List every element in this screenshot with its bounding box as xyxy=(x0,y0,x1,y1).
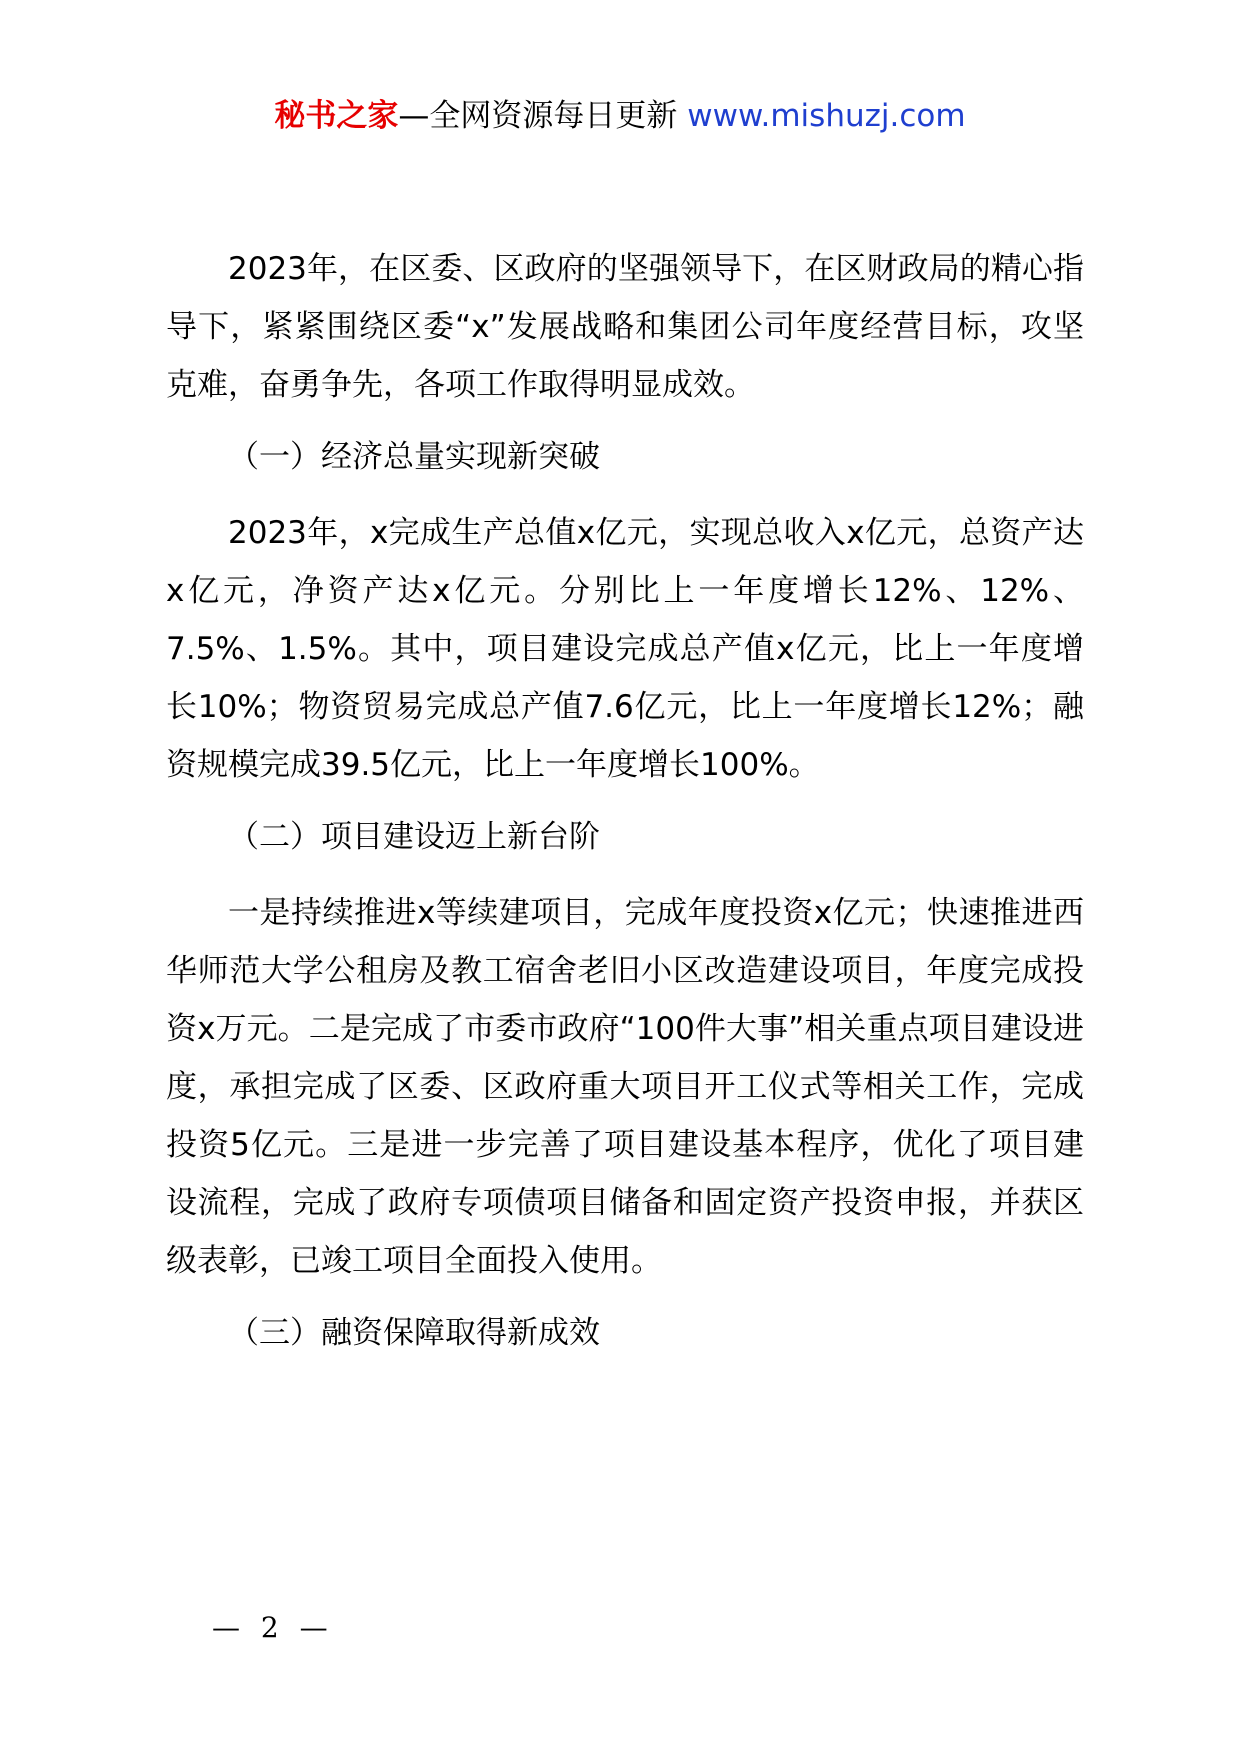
section-heading-1: （一）经济总量实现新突破 xyxy=(228,439,600,475)
section-paragraph-1: 2023年，x完成生产总值x亿元，实现总收入x亿元，总资产达x亿元，净资产达x亿元。分别比上一年度增长12%、12%、7.5%、1.5%。其中，项目建设完成总产值x亿元，比上一年度增长10%；物资贸易完成总产值7.6亿元，比上一年度增长12%；融资规模完成39.5亿元，比上一年度增长100%。 xyxy=(166,515,1084,783)
page-number: — 2 — xyxy=(212,1611,334,1644)
document-body xyxy=(166,240,1084,1380)
intro-paragraph: 2023年，在区委、区政府的坚强领导下，在区财政局的精心指导下，紧紧围绕区委“x”发展战略和集团公司年度经营目标，攻坚克难，奋勇争先，各项工作取得明显成效。 xyxy=(166,251,1084,403)
section-paragraph-2: 一是持续推进x等续建项目，完成年度投资x亿元；快速推进西华师范大学公租房及教工宿舍老旧小区改造建设项目，年度完成投资x万元。二是完成了市委市政府“100件大事”相关重点项目建设进度，承担完成了区委、区政府重大项目开工仪式等相关工作，完成投资5亿元。三是进一步完善了项目建设基本程序，优化了项目建设流程，完成了政府专项债项目储备和固定资产投资申报，并获区级表彰，已竣工项目全面投入使用。 xyxy=(166,895,1084,1279)
section-heading-3: （三）融资保障取得新成效 xyxy=(228,1315,600,1351)
section-heading-2: （二）项目建设迈上新台阶 xyxy=(228,819,600,855)
site-tagline: —全网资源每日更新 xyxy=(398,98,678,134)
site-url-link[interactable]: www.mishuzj.com xyxy=(687,98,966,134)
site-brand: 秘书之家 xyxy=(274,98,399,134)
page-header xyxy=(0,96,1240,136)
